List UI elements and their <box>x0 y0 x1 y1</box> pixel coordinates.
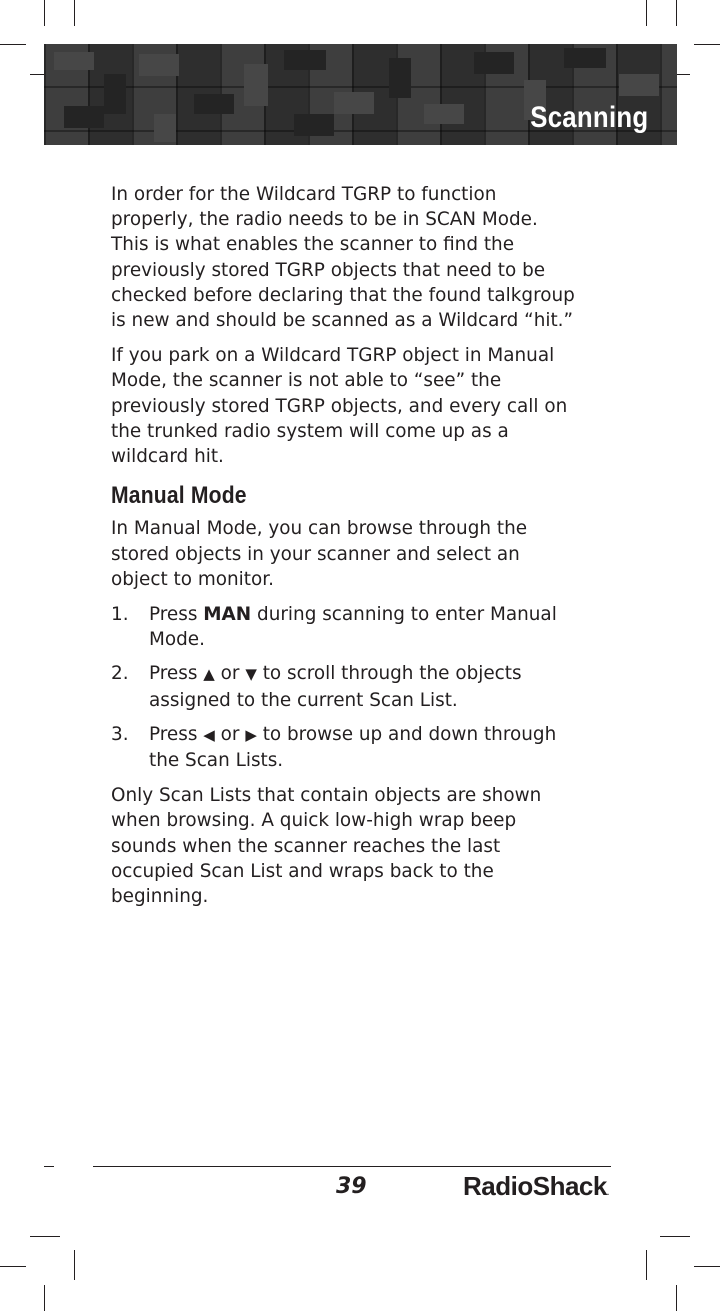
step-number: 3. <box>111 723 129 745</box>
left-arrow-icon: ◀ <box>203 725 215 744</box>
crop-mark <box>646 1250 647 1280</box>
crop-mark <box>646 0 647 26</box>
up-arrow-icon: ▲ <box>203 665 215 684</box>
crop-mark <box>0 44 26 45</box>
step-text: Press <box>149 604 204 626</box>
footer-mark <box>44 1166 54 1167</box>
step-number: 1. <box>111 604 129 626</box>
crop-mark <box>74 0 75 26</box>
crop-mark <box>694 44 720 45</box>
brand-name: RadioShack <box>463 1171 607 1201</box>
page-number: 39 <box>336 1174 367 1199</box>
crop-mark <box>694 1266 720 1267</box>
step-text: Press <box>149 723 204 745</box>
list-item <box>111 602 581 652</box>
crop-mark <box>30 1236 60 1237</box>
list-item <box>111 661 581 712</box>
list-item <box>111 722 581 773</box>
step-text: during scanning to enter Manual Mode. <box>149 604 557 651</box>
footer-rule <box>93 1166 611 1167</box>
key-label: MAN <box>203 604 252 626</box>
brand-mark: . <box>606 1188 609 1197</box>
right-arrow-icon: ▶ <box>245 725 257 744</box>
body-content <box>111 182 581 919</box>
paragraph: If you park on a Wildcard TGRP object in Manual Mode, the scanner is not able to “see” the previously stored TGRP objects, and every call on the trunked radio system will come up as a wildcard hit. <box>111 345 568 468</box>
step-text: to scroll through the objects assigned to the current Scan List. <box>149 663 522 711</box>
steps-list <box>111 602 581 773</box>
page-section-title: Scanning <box>529 101 648 134</box>
step-text: to browse up and down through the Scan Lists. <box>149 723 557 772</box>
section-heading: Manual Mode <box>111 482 247 510</box>
step-text: Press <box>149 663 204 685</box>
step-number: 2. <box>111 663 129 685</box>
crop-mark <box>676 0 677 26</box>
paragraph: In Manual Mode, you can browse through the stored objects in your scanner and select an object to monitor. <box>111 518 528 590</box>
crop-mark <box>44 0 45 26</box>
crop-mark <box>0 1266 26 1267</box>
crop-mark <box>74 1250 75 1280</box>
crop-mark <box>676 1285 677 1311</box>
paragraph: In order for the Wildcard TGRP to function properly, the radio needs to be in SCAN Mode. This is what enables the scanner to find the previously stored TGRP objects that need to be checked before declaring that the found talkgroup is new and should be scanned as a Wildcard “hit.” <box>111 184 575 332</box>
crop-mark <box>44 1285 45 1311</box>
crop-mark <box>660 1236 690 1237</box>
brand-logo <box>463 1171 609 1202</box>
paragraph: Only Scan Lists that contain objects are shown when browsing. A quick low-high wrap beep sounds when the scanner reaches the last occupied Scan List and wraps back to the beginning. <box>111 785 542 908</box>
step-text: or <box>214 663 246 685</box>
step-text: or <box>214 723 246 745</box>
down-arrow-icon: ▼ <box>245 665 257 684</box>
